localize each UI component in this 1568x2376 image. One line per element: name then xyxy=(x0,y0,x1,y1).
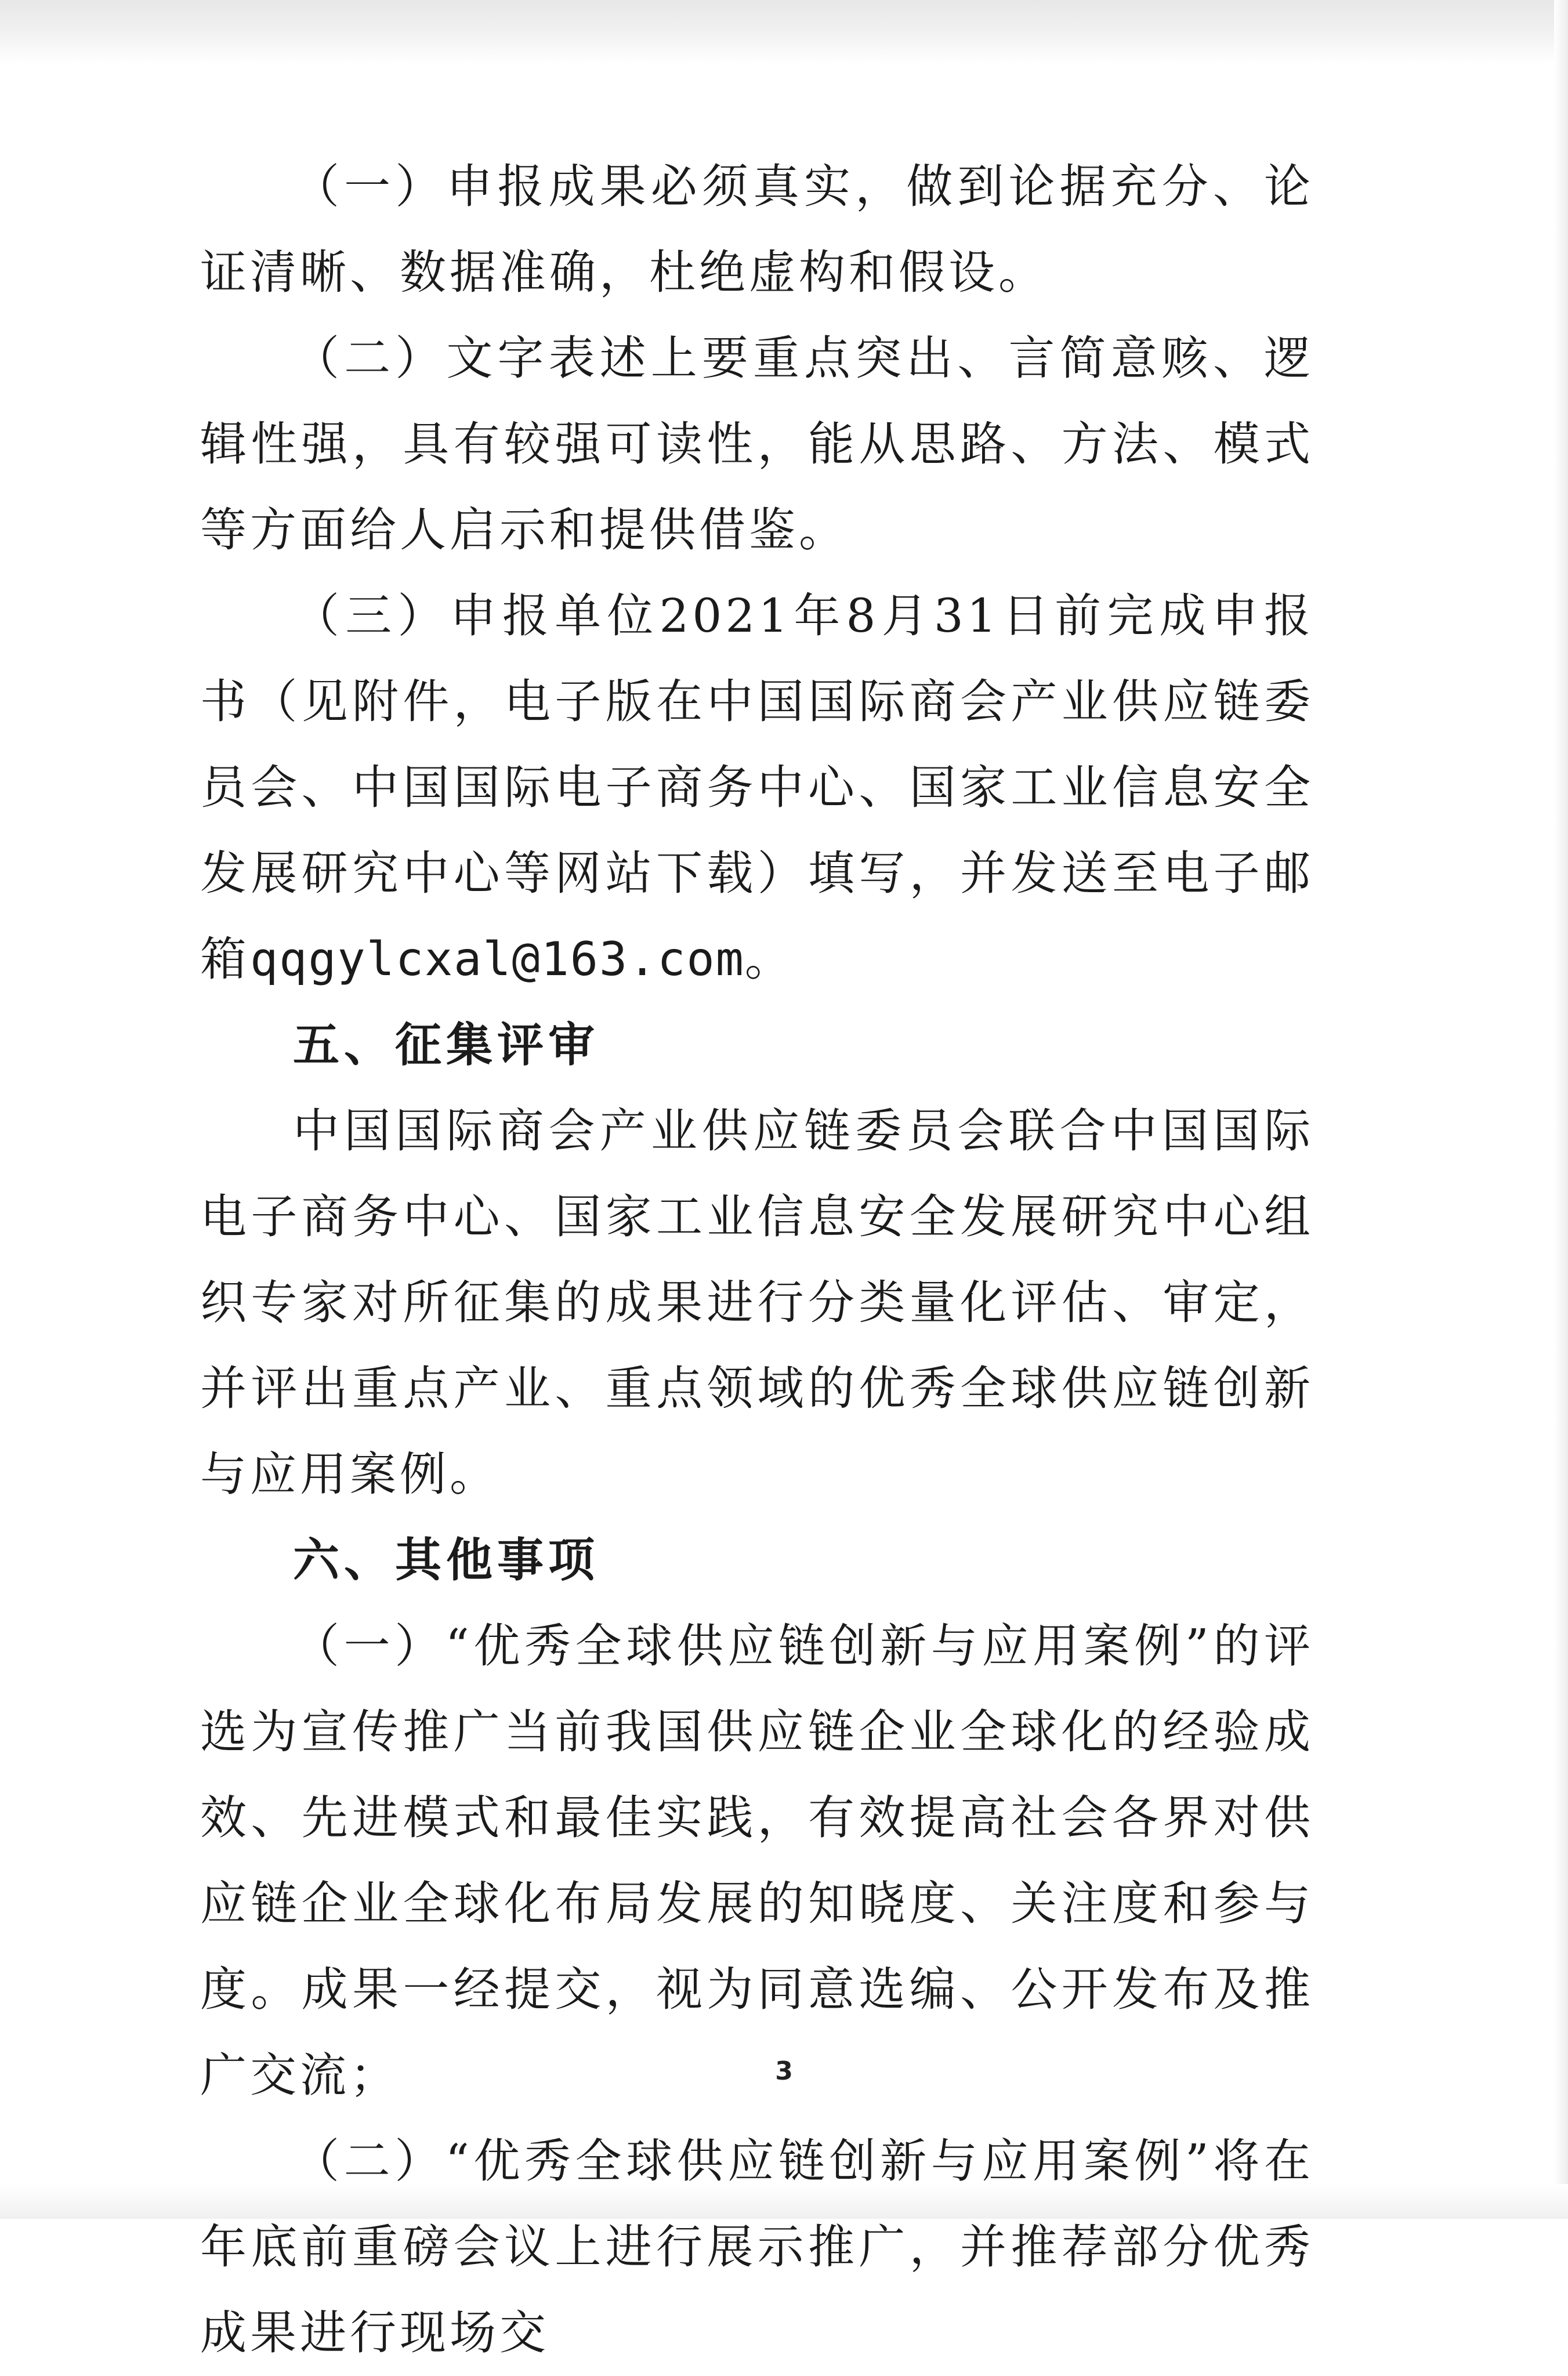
paragraph-requirement-2: （二）文字表述上要重点突出、言简意赅、逻辑性强，具有较强可读性，能从思路、方法、模式等方面给人启示和提供借鉴。 xyxy=(200,331,1314,557)
section-heading-other-matters: 六、其他事项 xyxy=(293,1533,599,1587)
paragraph-requirement-3-end: 。 xyxy=(744,932,795,986)
paragraph-other-1: （一）“优秀全球供应链创新与应用案例”的评选为宣传推广当前我国供应链企业全球化的经验成效、先进模式和最佳实践，有效提高社会各界对供应链企业全球化布局发展的知晓度、关注度和参与度。成果一经提交，视为同意选编、公开发布及推广交流； xyxy=(200,1619,1314,2102)
document-body xyxy=(200,144,1314,2376)
paragraph-requirement-3 xyxy=(200,573,1314,1002)
contact-email: qqgylcxal@163.com xyxy=(250,932,745,986)
paragraph-requirement-1: （一）申报成果必须真实，做到论据充分、论证清晰、数据准确，杜绝虚构和假设。 xyxy=(200,160,1314,299)
scan-shadow-right xyxy=(1554,0,1568,2219)
scan-shadow-top xyxy=(0,0,1568,64)
section-heading-review: 五、征集评审 xyxy=(293,1018,599,1072)
paragraph-review: 中国国际商会产业供应链委员会联合中国国际电子商务中心、国家工业信息安全发展研究中心组织专家对所征集的成果进行分类量化评估、审定，并评出重点产业、重点领域的优秀全球供应链创新与应用案例。 xyxy=(200,1104,1314,1501)
paragraph-other-2: （二）“优秀全球供应链创新与应用案例”将在年底前重磅会议上进行展示推广，并推荐部分优秀成果进行现场交 xyxy=(200,2134,1314,2360)
paragraph-requirement-3-text: （三）申报单位2021年8月31日前完成申报书（见附件，电子版在中国国际商会产业供应链委员会、中国国际电子商务中心、国家工业信息安全发展研究中心等网站下载）填写，并发送至电子邮箱 xyxy=(200,589,1314,986)
page-number: 3 xyxy=(775,2056,793,2086)
